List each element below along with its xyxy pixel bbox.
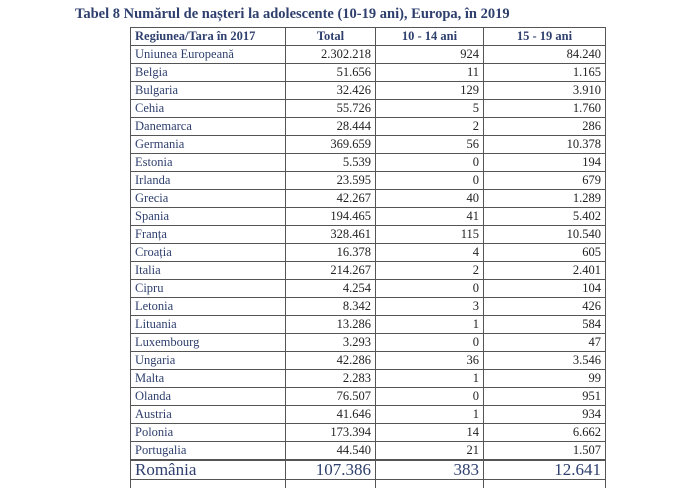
- cell-region: Grecia: [131, 190, 286, 208]
- cell-total: 23.595: [286, 172, 376, 190]
- table-caption: Tabel 8 Numărul de nașteri la adolescente (10-19 ani), Europa, în 2019: [75, 6, 510, 23]
- cell-age-15-19: 426: [484, 298, 606, 316]
- cell-total: 194.465: [286, 208, 376, 226]
- cell-age-15-19: 12.641: [484, 460, 606, 480]
- cell-age-10-14: 2: [376, 262, 484, 280]
- cell-age-15-19: 5.402: [484, 208, 606, 226]
- cell-age-15-19: 1.165: [484, 64, 606, 82]
- cell-age-10-14: 41: [376, 208, 484, 226]
- cell-age-10-14: 383: [376, 460, 484, 480]
- cell-region: Estonia: [131, 154, 286, 172]
- cell-total: 16.378: [286, 244, 376, 262]
- cell-age-15-19: 104: [484, 280, 606, 298]
- cell-age-10-14: 1: [376, 316, 484, 334]
- cell-region: Polonia: [131, 424, 286, 442]
- cell-age-10-14: 21: [376, 442, 484, 461]
- table-header-row: [131, 28, 606, 46]
- table-row: [131, 118, 606, 136]
- cell-age-10-14: 5: [376, 100, 484, 118]
- cell-total: 3.293: [286, 334, 376, 352]
- cell-total: 8.342: [286, 298, 376, 316]
- cell-region: România: [131, 460, 286, 480]
- cell-region: Cipru: [131, 280, 286, 298]
- cell-region: Danemarca: [131, 118, 286, 136]
- cell-region: Croația: [131, 244, 286, 262]
- cell-age-15-19: 679: [484, 172, 606, 190]
- table-row: [131, 406, 606, 424]
- cell-region: Portugalia: [131, 442, 286, 461]
- cell-age-10-14: 129: [376, 82, 484, 100]
- cell-age-15-19: 605: [484, 244, 606, 262]
- table-row: [131, 244, 606, 262]
- table-row: [131, 82, 606, 100]
- cell-region: Malta: [131, 370, 286, 388]
- cell-age-15-19: 47: [484, 334, 606, 352]
- table-row: [131, 388, 606, 406]
- cell-region: Letonia: [131, 298, 286, 316]
- cell-total: 76.507: [286, 388, 376, 406]
- cell-total: 173.394: [286, 424, 376, 442]
- cell-total: 214.267: [286, 262, 376, 280]
- table-row: [131, 154, 606, 172]
- cell-age-10-14: 0: [376, 172, 484, 190]
- cell-region: Cehia: [131, 100, 286, 118]
- cell-age-10-14: 14: [376, 424, 484, 442]
- cell-age-10-14: 924: [376, 46, 484, 64]
- table-row: [131, 172, 606, 190]
- cell-total: 28.444: [286, 118, 376, 136]
- cell-total: 369.659: [286, 136, 376, 154]
- cell-age-10-14: 4: [376, 244, 484, 262]
- cell-age-15-19: 10.540: [484, 226, 606, 244]
- cell-total: 2.283: [286, 370, 376, 388]
- cell-age-10-14: 115: [376, 226, 484, 244]
- cell-total: 55.726: [286, 100, 376, 118]
- table-row: [131, 208, 606, 226]
- cell-age-10-14: 56: [376, 136, 484, 154]
- cell-region: Luxembourg: [131, 334, 286, 352]
- table-row: [131, 190, 606, 208]
- cell-age-10-14: 1: [376, 406, 484, 424]
- column-header-total: Total: [286, 28, 376, 46]
- cell-total: 51.656: [286, 64, 376, 82]
- cell-age-10-14: 36: [376, 352, 484, 370]
- cell-age-15-19: 2.401: [484, 262, 606, 280]
- table-row: [131, 352, 606, 370]
- cell-region: Irlanda: [131, 172, 286, 190]
- cell-age-15-19: 286: [484, 118, 606, 136]
- cell-age-15-19: 3.910: [484, 82, 606, 100]
- cell-age-15-19: 951: [484, 388, 606, 406]
- cell-age-15-19: 194: [484, 154, 606, 172]
- table-row: [131, 46, 606, 64]
- cell-total: 42.286: [286, 352, 376, 370]
- cell-region: Lituania: [131, 316, 286, 334]
- table-total-row: [131, 460, 606, 480]
- cell-age-15-19: 584: [484, 316, 606, 334]
- table-row: [131, 226, 606, 244]
- cell-age-15-19: 3.546: [484, 352, 606, 370]
- table-row: [131, 370, 606, 388]
- table-row: [131, 316, 606, 334]
- cell-total: 42.267: [286, 190, 376, 208]
- cell-region: Bulgaria: [131, 82, 286, 100]
- cell-age-15-19: 84.240: [484, 46, 606, 64]
- cell-age-10-14: 0: [376, 280, 484, 298]
- cell-region: Italia: [131, 262, 286, 280]
- cell-age-15-19: 99: [484, 370, 606, 388]
- cell-age-10-14: 0: [376, 334, 484, 352]
- cell-total: 4.254: [286, 280, 376, 298]
- cell-age-10-14: 11: [376, 64, 484, 82]
- cell-region: Austria: [131, 406, 286, 424]
- cell-region: Spania: [131, 208, 286, 226]
- table-row: [131, 280, 606, 298]
- table-row: [131, 442, 606, 461]
- cell-age-10-14: 0: [376, 154, 484, 172]
- column-header-age-10-14: 10 - 14 ani: [376, 28, 484, 46]
- cell-age-10-14: 1: [376, 370, 484, 388]
- cell-region: Olanda: [131, 388, 286, 406]
- table-row: [131, 100, 606, 118]
- cell-region: Ungaria: [131, 352, 286, 370]
- cell-total: 107.386: [286, 460, 376, 480]
- cell-region: Uniunea Europeană: [131, 46, 286, 64]
- births-table: [130, 27, 606, 488]
- cell-total: 32.426: [286, 82, 376, 100]
- cell-age-15-19: 6.662: [484, 424, 606, 442]
- cell-age-10-14: 40: [376, 190, 484, 208]
- cell-total: 2.302.218: [286, 46, 376, 64]
- cell-age-10-14: 0: [376, 388, 484, 406]
- column-header-age-15-19: 15 - 19 ani: [484, 28, 606, 46]
- cell-age-15-19: 1.507: [484, 442, 606, 461]
- cell-total: 5.539: [286, 154, 376, 172]
- table-row: [131, 136, 606, 154]
- cell-age-10-14: 3: [376, 298, 484, 316]
- cell-age-15-19: 1.760: [484, 100, 606, 118]
- cell-age-15-19: 1.289: [484, 190, 606, 208]
- cell-total: 44.540: [286, 442, 376, 461]
- cell-age-15-19: 934: [484, 406, 606, 424]
- cell-total: 328.461: [286, 226, 376, 244]
- cell-age-15-19: 10.378: [484, 136, 606, 154]
- column-header-region: Regiunea/Tara în 2017: [131, 28, 286, 46]
- cell-age-10-14: 2: [376, 118, 484, 136]
- table-row: [131, 298, 606, 316]
- cell-total: 13.286: [286, 316, 376, 334]
- table-row: [131, 334, 606, 352]
- cell-region: Belgia: [131, 64, 286, 82]
- table-row: [131, 64, 606, 82]
- table-row: [131, 424, 606, 442]
- cell-total: 41.646: [286, 406, 376, 424]
- cell-region: Franța: [131, 226, 286, 244]
- table-row: [131, 262, 606, 280]
- cell-region: Germania: [131, 136, 286, 154]
